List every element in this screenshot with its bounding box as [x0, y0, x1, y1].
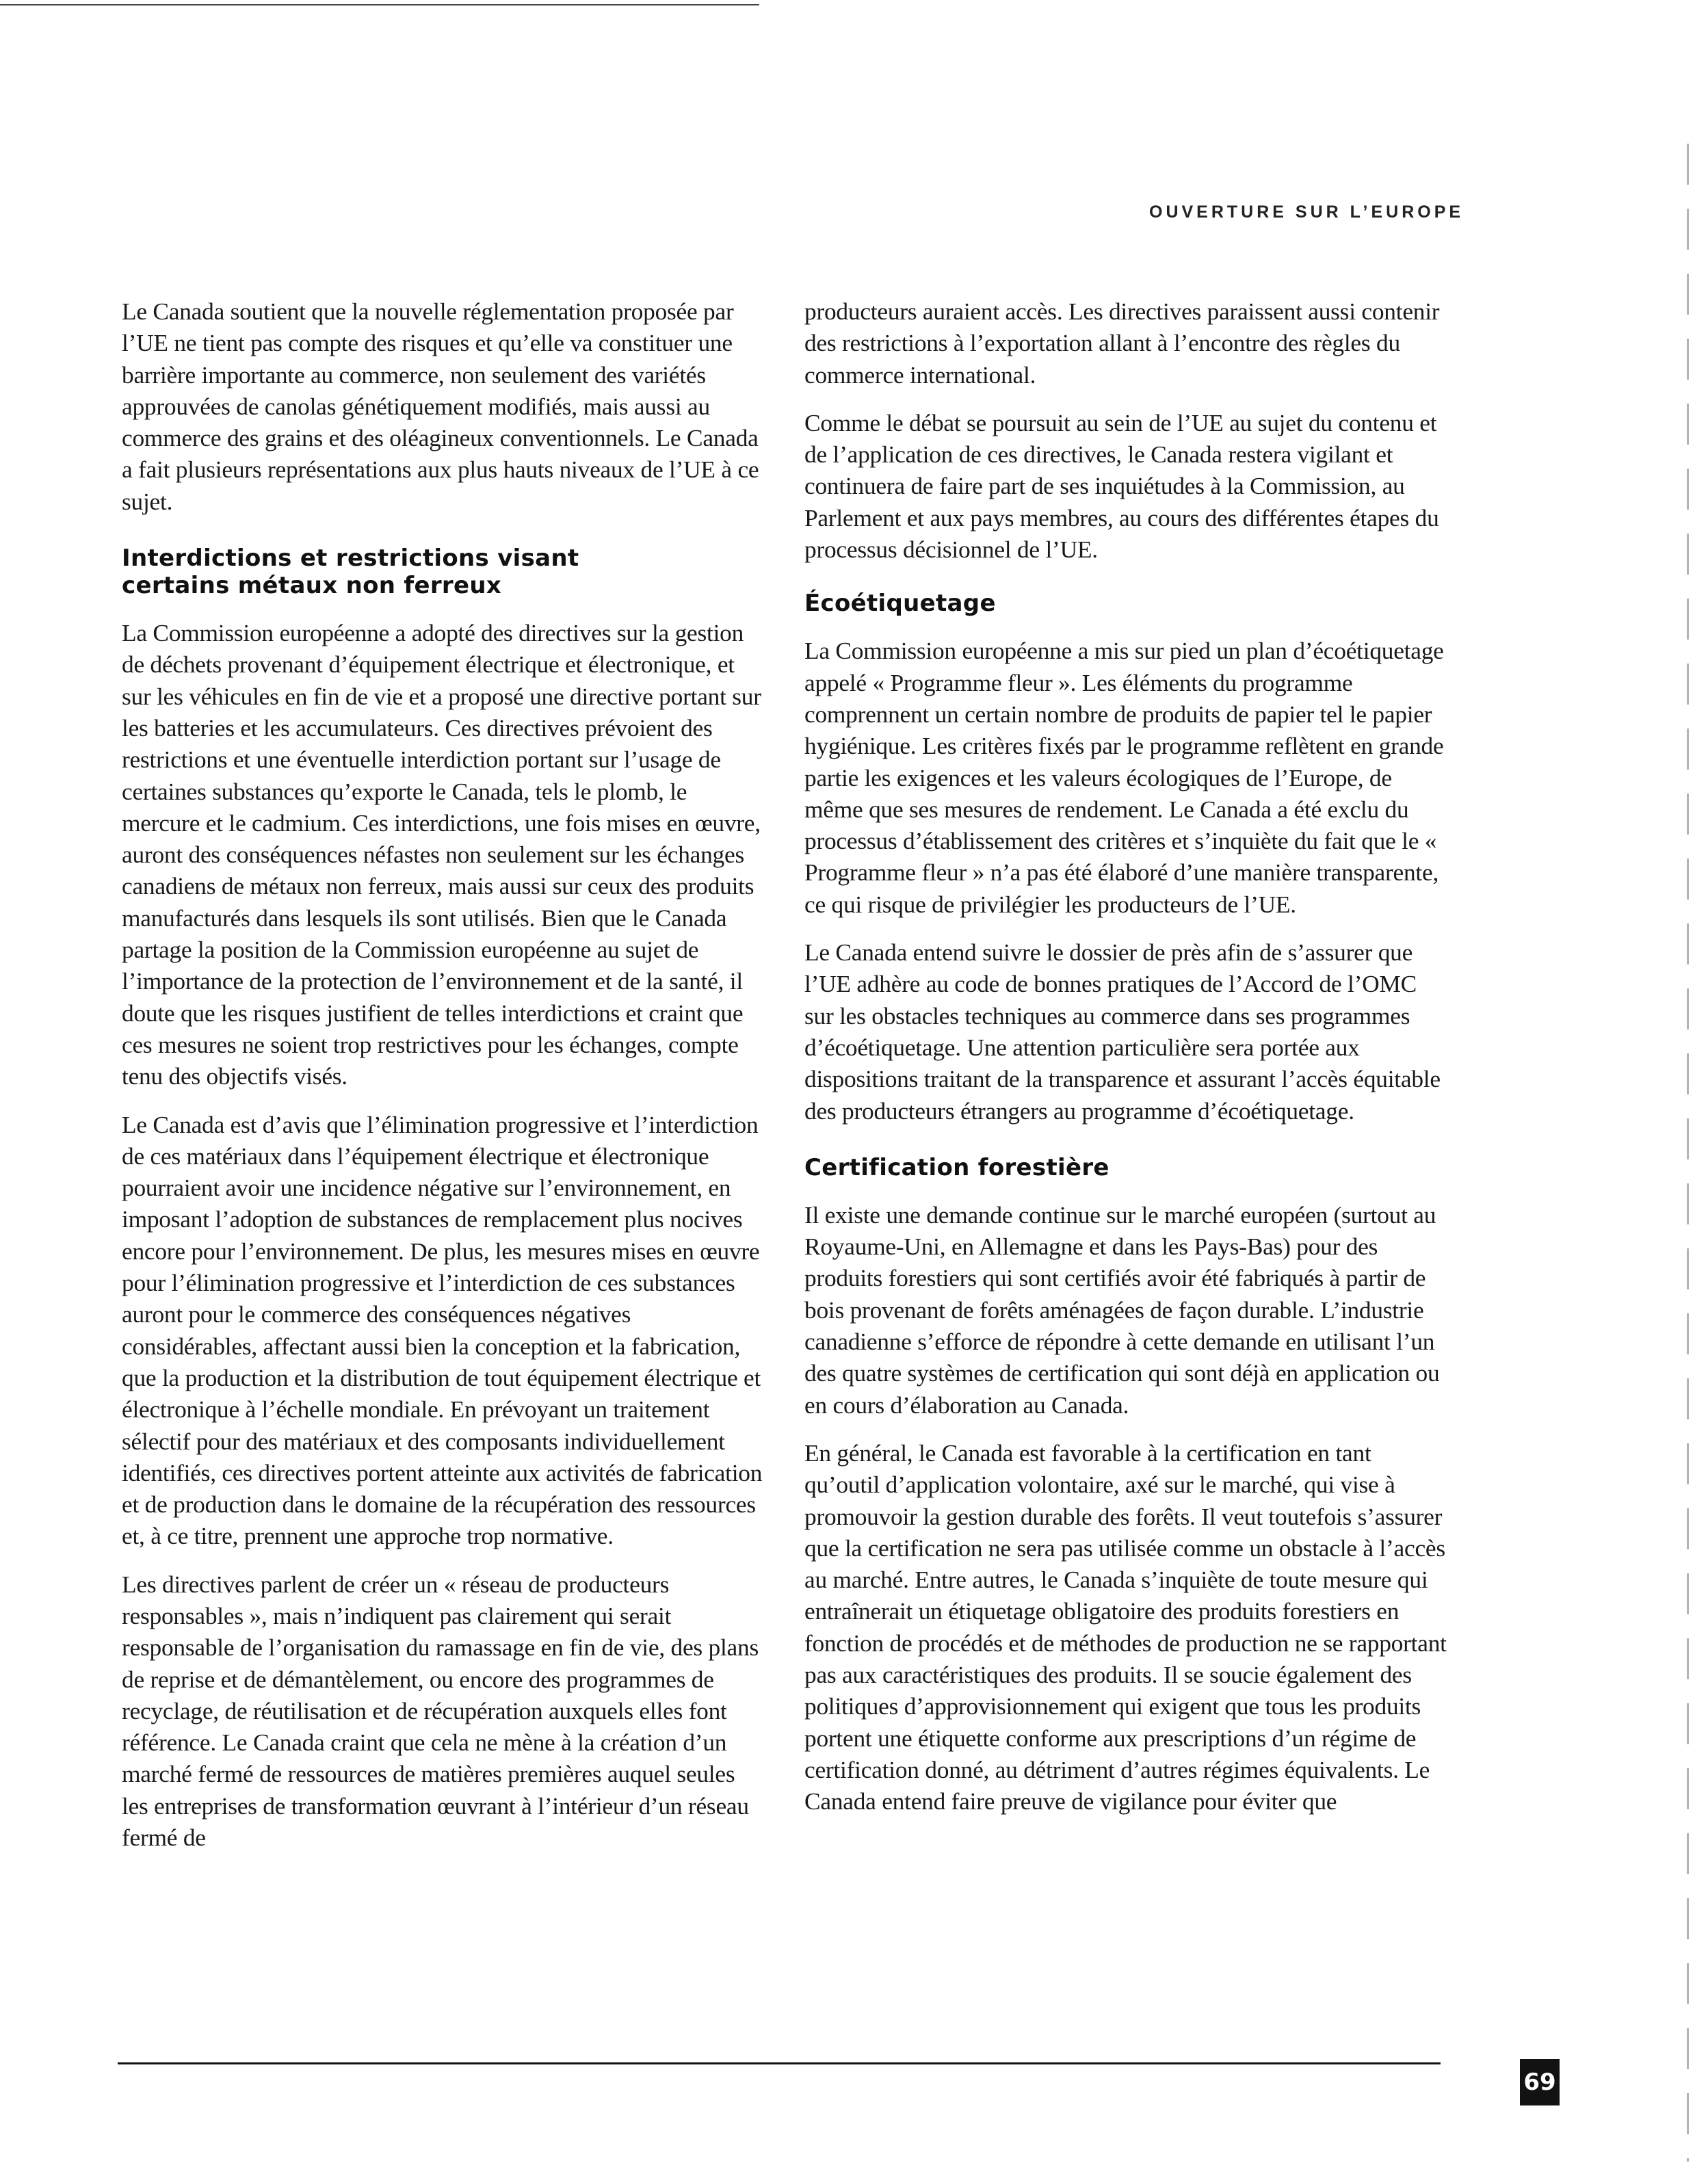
paragraph: Le Canada soutient que la nouvelle réglementation proposée par l’UE ne tient pas compte des risques et qu’elle va constituer une barrière importante au commerce, non seulement des variétés approuvées de canolas génétiquement modifiés, mais aussi au commerce des grains et des oléagineux conventionnels. Le Canada a fait plusieurs représentations aux plus hauts niveaux de l’UE à ce sujet.: [122, 298, 759, 515]
paragraph: Comme le débat se poursuit au sein de l’UE au sujet du contenu et de l’application de ces directives, le Canada restera vigilant et continuera de faire part de ses inquiétudes à la Commission, au Parlement et aux pays membres, au cours des différentes étapes du processus décisionnel de l’UE.: [804, 408, 1439, 564]
right-column: [804, 296, 1447, 1833]
left-column: [122, 296, 765, 1869]
paragraph: La Commission européenne a adopté des directives sur la gestion de déchets provenant d’équipement électrique et électronique, et sur les véhicules en fin de vie et a proposé une directive portant sur les batteries et les accumulateurs. Ces directives prévoient des restrictions et une éventuelle interdiction portant sur l’usage de certaines substances qu’exporte le Canada, tels le plomb, le mercure et le cadmium. Ces interdictions, une fois mises en œuvre, auront des conséquences néfastes non seulement sur les échanges canadiens de métaux non ferreux, mais aussi sur ceux des produits manufacturés dans lesquels ils sont utilisés. Bien que le Canada partage la position de la Commission européenne au sujet de l’importance de la protection de l’environnement et de la santé, il doute que les risques justifient de telles interdictions et craint que ces mesures ne soient trop restrictives pour les échanges, compte tenu des objectifs visés.: [122, 619, 761, 1090]
paragraph: Les directives parlent de créer un « réseau de producteurs responsables », mais n’indiquent pas clairement qui serait responsable de l’organisation du ramassage en fin de vie, des plans de reprise et de démantèlement, ou encore des programmes de recyclage, de réutilisation et de récupération auxquels elles font référence. Le Canada craint que cela ne mène à la création d’un marché fermé de ressources de matières premières auquel seules les entreprises de transformation œuvrant à l’intérieur d’un réseau fermé de: [122, 1570, 759, 1852]
footer-rule: [118, 2062, 1441, 2064]
paragraph: La Commission européenne a mis sur pied un plan d’écoétiquetage appelé « Programme fleur ». Les éléments du programme comprennent un certain nombre de produits de papier tel le papier hygiénique. Les critères fixés par le programme reflètent en grande partie les exigences et les valeurs écologiques de l’Europe, de même que ses mesures de rendement. Le Canada a été exclu du processus d’établissement des critères et s’inquiète du fait que le « Programme fleur » n’a pas été élaboré d’une manière transparente, ce qui risque de privilégier les producteurs de l’UE.: [804, 637, 1444, 918]
page-number: 69: [1520, 2059, 1560, 2105]
paragraph: En général, le Canada est favorable à la certification en tant qu’outil d’application volontaire, axé sur le marché, qui vise à promouvoir la gestion durable des forêts. Il veut toutefois s’assurer que la certification ne sera pas utilisée comme un obstacle à l’accès au marché. Entre autres, le Canada s’inquiète de toute mesure qui entraînerait un étiquetage obligatoire des produits forestiers en fonction de procédés et de méthodes de production ne se rapportant pas aux caractéristiques des produits. Il se soucie également des politiques d’approvisionnement qui exigent que tous les produits portent une étiquette conforme aux prescriptions d’un régime de certification donné, au détriment d’autres régimes équivalents. Le Canada entend faire preuve de vigilance pour éviter que: [804, 1439, 1447, 1815]
scan-top-mark: [0, 4, 759, 5]
section-heading: Écoétiquetage: [804, 590, 996, 618]
section-heading: Certification forestière: [804, 1153, 1109, 1181]
scan-edge-line: [1687, 144, 1689, 2162]
running-head: OUVERTURE SUR L’EUROPE: [1149, 202, 1464, 222]
paragraph: Il existe une demande continue sur le marché européen (surtout au Royaume-Uni, en Allemagne et dans les Pays-Bas) pour des produits forestiers qui sont certifiés avoir été fabriqués à partir de bois provenant de forêts aménagées de façon durable. L’industrie canadienne s’efforce de répondre à cette demande en utilisant l’un des quatre systèmes de certification qui sont déjà en application ou en cours d’élaboration au Canada.: [804, 1200, 1440, 1419]
paragraph: Le Canada entend suivre le dossier de près afin de s’assurer que l’UE adhère au code de bonnes pratiques de l’Accord de l’OMC sur les obstacles techniques au commerce dans ses programmes d’écoétiquetage. Une attention particulière sera portée aux dispositions traitant de la transparence et assurant l’accès équitable des producteurs étrangers au programme d’écoétiquetage.: [804, 939, 1441, 1125]
paragraph: producteurs auraient accès. Les directives paraissent aussi contenir des restrictions à l’exportation allant à l’encontre des règles du commerce international.: [804, 298, 1440, 389]
paragraph: Le Canada est d’avis que l’élimination progressive et l’interdiction de ces matériaux dans l’équipement électrique et électronique pourraient avoir une incidence négative sur l’environnement, en imposant l’adoption de substances de remplacement plus nocives encore pour l’environnement. De plus, les mesures mises en œuvre pour l’élimination progressive et l’interdiction de ces substances auront pour le commerce des conséquences négatives considérables, affectant aussi bien la conception et la fabrication, que la production et la distribution de tout équipement électrique et électronique à l’échelle mondiale. En prévoyant un traitement sélectif pour des matériaux et des composants individuellement identifiés, ces directives portent atteinte aux activités de fabrication et de production dans le domaine de la récupération des ressources et, à ce titre, prennent une approche trop normative.: [122, 1110, 763, 1550]
section-heading: Interdictions et restrictions visant certains métaux non ferreux: [122, 544, 579, 600]
